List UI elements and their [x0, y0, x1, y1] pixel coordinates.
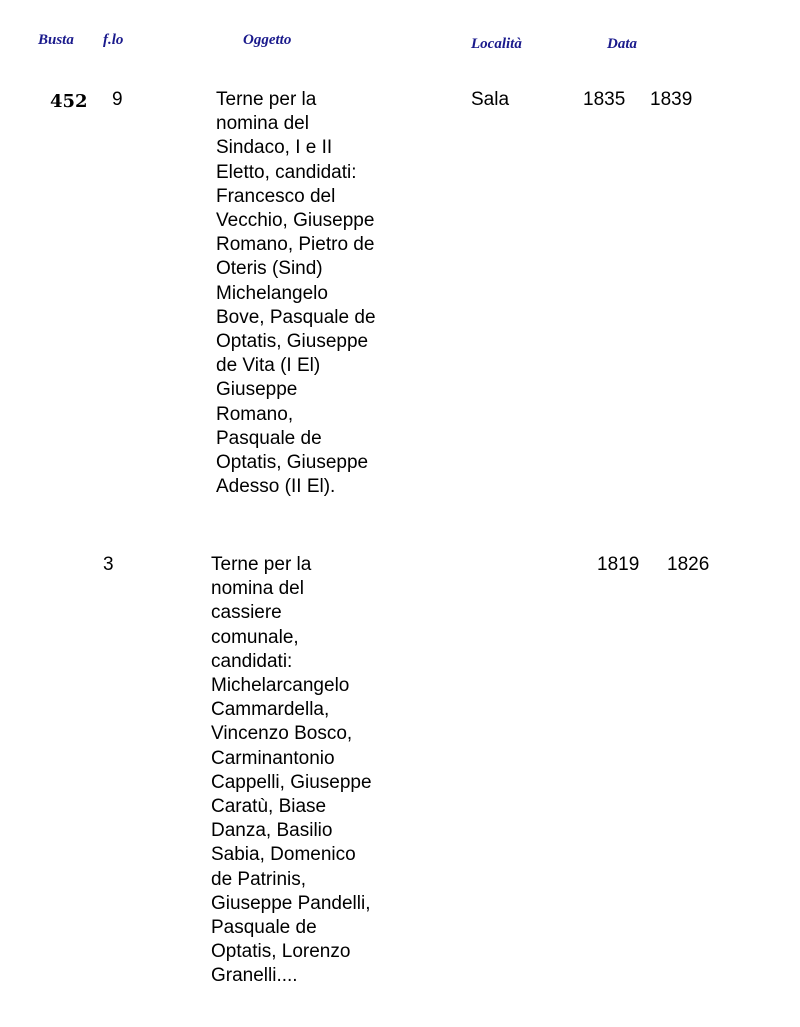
oggetto-line: nomina del: [216, 113, 309, 135]
data-from: 1835: [583, 89, 626, 110]
column-header-data: Data: [607, 36, 637, 52]
oggetto-line: Terne per la: [216, 89, 317, 110]
oggetto-line: Sabia, Domenico: [211, 844, 356, 866]
oggetto-line: Giuseppe: [216, 379, 298, 401]
oggetto-line: Optatis, Giuseppe: [216, 452, 369, 474]
oggetto-line: Terne per la: [211, 554, 312, 575]
oggetto-line: Eletto, candidati:: [216, 161, 357, 183]
oggetto-text: [211, 553, 372, 989]
oggetto-line: Adesso (II El).: [216, 476, 336, 498]
oggetto-line: Francesco del: [216, 185, 336, 207]
oggetto-line: Caratù, Biase: [211, 796, 327, 818]
data-to: 1826: [667, 554, 710, 575]
oggetto-line: Romano,: [216, 403, 294, 425]
oggetto-line: Vecchio, Giuseppe: [216, 210, 375, 232]
oggetto-line: nomina del: [211, 578, 304, 600]
oggetto-line: comunale,: [211, 626, 299, 648]
filo-number: 3: [103, 554, 114, 575]
oggetto-line: de Patrinis,: [211, 868, 307, 890]
oggetto-line: Vincenzo Bosco,: [211, 723, 353, 745]
column-header-busta: Busta: [38, 32, 74, 48]
oggetto-line: Pasquale de: [211, 917, 317, 939]
busta-number: 452: [50, 91, 88, 112]
oggetto-line: Sindaco, I e II: [216, 137, 333, 159]
oggetto-line: Danza, Basilio: [211, 820, 333, 842]
filo-number: 9: [112, 89, 123, 110]
data-from: 1819: [597, 554, 640, 575]
oggetto-line: Michelangelo: [216, 282, 328, 304]
oggetto-line: cassiere: [211, 602, 282, 624]
localita-text: Sala: [471, 89, 510, 110]
oggetto-line: Michelarcangelo: [211, 675, 350, 697]
oggetto-line: Optatis, Lorenzo: [211, 941, 351, 963]
column-header-oggetto: Oggetto: [243, 32, 292, 48]
oggetto-line: Cammardella,: [211, 699, 330, 721]
oggetto-line: Giuseppe Pandelli,: [211, 892, 371, 914]
oggetto-text: [216, 88, 376, 499]
oggetto-line: Cappelli, Giuseppe: [211, 771, 372, 793]
column-header-filo: f.lo: [103, 32, 124, 48]
oggetto-line: Optatis, Giuseppe: [216, 331, 369, 353]
oggetto-line: Oteris (Sind): [216, 258, 323, 280]
oggetto-line: Pasquale de: [216, 427, 322, 449]
oggetto-line: Bove, Pasquale de: [216, 306, 376, 328]
data-to: 1839: [650, 89, 693, 110]
oggetto-line: Granelli....: [211, 965, 298, 987]
oggetto-line: Romano, Pietro de: [216, 234, 375, 256]
column-header-localita: Località: [471, 36, 522, 52]
oggetto-line: de Vita (I El): [216, 355, 321, 377]
oggetto-line: candidati:: [211, 650, 293, 672]
oggetto-line: Carminantonio: [211, 747, 335, 769]
